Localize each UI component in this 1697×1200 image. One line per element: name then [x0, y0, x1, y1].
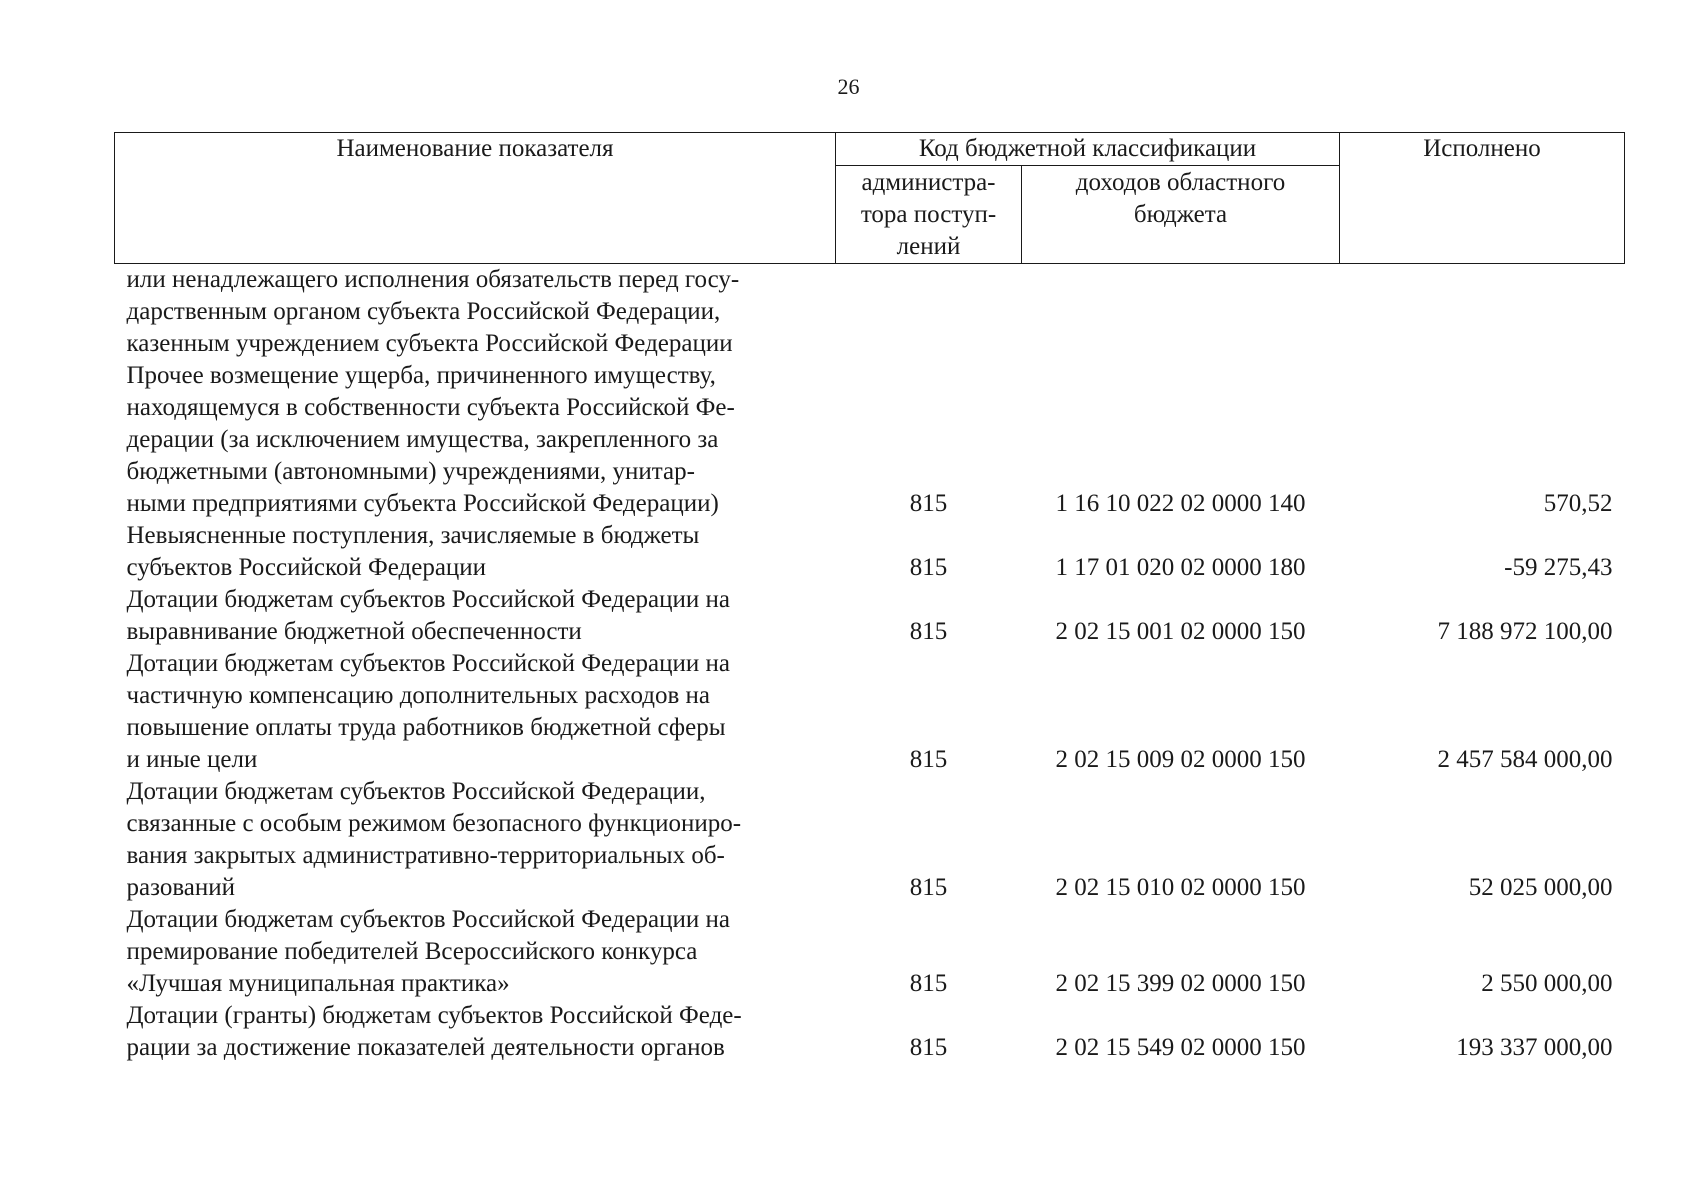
row-admin-code: 815 — [909, 554, 948, 581]
row-income-code: 1 17 01 020 02 0000 180 — [1055, 554, 1306, 581]
row-admin-code: 815 — [909, 1034, 948, 1061]
table-row — [115, 648, 1625, 776]
row-done-amount: 2 550 000,00 — [1481, 970, 1613, 997]
row-admin-code: 815 — [909, 970, 948, 997]
row-done-amount: 193 337 000,00 — [1456, 1034, 1613, 1061]
header-code-group: Код бюджетной классификации — [836, 133, 1340, 166]
row-income-code: 2 02 15 009 02 0000 150 — [1055, 746, 1306, 773]
row-admin-code — [836, 264, 1022, 361]
header-done: Исполнено — [1340, 133, 1625, 264]
row-name: Прочее возмещение ущерба, причиненного имуществу, находящемуся в собственности субъекта Российской Фе- дерации (за исключением имущества, закрепленного за бюджетными (автономными) учреждениями, унитар- ными предприятиями субъекта Российской Федерации) — [126, 362, 735, 517]
table-row — [115, 584, 1625, 648]
header-admin: администра- тора поступ- лений — [836, 166, 1022, 264]
row-income-code: 2 02 15 001 02 0000 150 — [1055, 618, 1306, 645]
header-income: доходов областного бюджета — [1022, 166, 1340, 264]
table-row — [115, 520, 1625, 584]
row-done-amount — [1340, 264, 1625, 361]
header-name: Наименование показателя — [115, 133, 836, 264]
row-name: Дотации бюджетам субъектов Российской Федерации на премирование победителей Всероссийского конкурса «Лучшая муниципальная практика» — [126, 906, 730, 997]
table-row — [115, 904, 1625, 1000]
row-done-amount: -59 275,43 — [1504, 554, 1613, 581]
table-header — [115, 133, 1625, 264]
page-number: 26 — [837, 74, 860, 99]
table-row — [115, 1000, 1625, 1064]
row-done-amount: 570,52 — [1543, 490, 1613, 517]
row-admin-code: 815 — [909, 490, 948, 517]
row-income-code: 2 02 15 549 02 0000 150 — [1055, 1034, 1306, 1061]
row-name: Дотации бюджетам субъектов Российской Федерации на выравнивание бюджетной обеспеченности — [126, 586, 730, 645]
table-row — [115, 776, 1625, 904]
row-income-code — [1022, 264, 1340, 361]
row-done-amount: 52 025 000,00 — [1468, 874, 1613, 901]
table-row — [115, 360, 1625, 520]
row-done-amount: 7 188 972 100,00 — [1437, 618, 1613, 645]
row-income-code: 2 02 15 399 02 0000 150 — [1055, 970, 1306, 997]
row-income-code: 2 02 15 010 02 0000 150 — [1055, 874, 1306, 901]
row-name: Дотации бюджетам субъектов Российской Федерации, связанные с особым режимом безопасного функциониро- вания закрытых административно-территориальных об- разований — [126, 778, 742, 901]
row-name: Дотации бюджетам субъектов Российской Федерации на частичную компенсацию дополнительных расходов на повышение оплаты труда работников бюджетной сферы и иные цели — [126, 650, 730, 773]
table-body — [115, 264, 1625, 1065]
row-done-amount: 2 457 584 000,00 — [1437, 746, 1613, 773]
row-name: Невыясненные поступления, зачисляемые в бюджеты субъектов Российской Федерации — [126, 522, 700, 581]
row-admin-code: 815 — [909, 874, 948, 901]
row-name: или ненадлежащего исполнения обязательств перед госу- дарственным органом субъекта Российской Федерации, казенным учреждением субъекта Российской Федерации — [126, 266, 740, 357]
row-admin-code: 815 — [909, 746, 948, 773]
row-admin-code: 815 — [909, 618, 948, 645]
table-row — [115, 264, 1625, 361]
budget-table — [114, 132, 1625, 1064]
row-name: Дотации (гранты) бюджетам субъектов Российской Феде- рации за достижение показателей деятельности органов — [126, 1002, 742, 1061]
row-income-code: 1 16 10 022 02 0000 140 — [1055, 490, 1306, 517]
